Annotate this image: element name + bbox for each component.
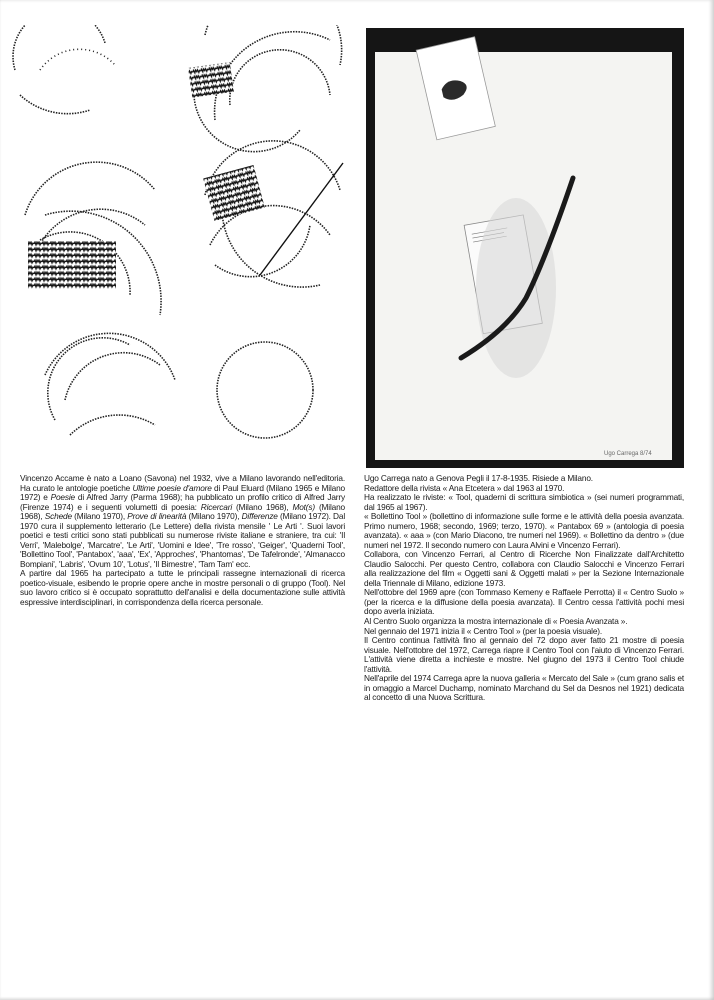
right-paragraph: Al Centro Suolo organizza la mostra internazionale di « Poesia Avanzata ». xyxy=(364,615,628,626)
right-paragraph: Ha realizzato le riviste: « Tool, quaderni di scrittura simbiotica » (sei numeri programmati, dal 1965 al 1967). xyxy=(364,492,684,512)
right-paragraph: Collabora, con Vincenzo Ferrari, al Centro di Ricerche Non Finalizzate dall'Architetto Claudio Salocchi. Per questo Centro, collabora con Claudio Salocchi e Vincenzo Ferrari alla realizzazione del film « Oggetti sani & Oggetti malati » per la Sezione Internazionale della Triennale di Milano, edizione 1973. xyxy=(364,549,684,588)
carrega-biography xyxy=(364,474,684,703)
accame-biography xyxy=(20,474,345,607)
scribble-block xyxy=(28,241,116,289)
right-paragraph: Ugo Carrega nato a Genova Pegli il 17-8-1935. Risiede a Milano. xyxy=(364,473,593,483)
artwork-signature: Ugo Carrega 8/74 xyxy=(604,451,652,457)
right-paragraph: Nel gennaio del 1971 inizia il « Centro Tool » (per la poesia visuale). xyxy=(364,625,603,636)
straight-line xyxy=(260,163,343,275)
accame-visual-poems-artwork xyxy=(10,25,350,455)
scribble-block xyxy=(188,62,234,98)
scribble-block xyxy=(203,165,265,221)
right-paragraph: Nell'aprile del 1974 Carrega apre la nuova galleria « Mercato del Sale » (cum grano salis et in omaggio a Marcel Duchamp, nominato Marchand du Sel da Desnos nel 1921) dedicata al concetto di una Nuova Scrittura. xyxy=(364,673,684,703)
arc-stroke xyxy=(13,25,105,70)
right-paragraph: Redattore della rivista « Ana Etcetera » dal 1963 al 1970. xyxy=(364,482,565,493)
carrega-artwork-photo xyxy=(366,28,684,468)
right-paragraph: Nell'ottobre del 1969 apre (con Tommaso Kemeny e Raffaele Perrotta) il « Centro Suolo » (per la ricerca e la diffusione della poesia avanzata). Il Centro cessa l'attività pochi mesi dopo averla iniziata. xyxy=(364,587,684,617)
right-paragraph: « Bollettino Tool » (bollettino di informazione sulle forme e le attività della poesia avanzata. Primo numero, 1968; secondo, 1969; terzo, 1970). « Pantabox 69 » (antologia di poesia avanzata). « aaa » (con Mario Diacono, tre numeri nel 1969). « Bollettino da dentro » (due numeri nel 1972. Il secondo numero con Laura Alvini e Vincenzo Ferrari). xyxy=(364,511,684,550)
left-paragraph: A partire dal 1965 ha partecipato a tutte le principali rassegne internazionali di ricerca poetico-visuale, esibendo le proprie opere anche in mostre personali o di gruppo (Tool). Nel suo lavoro critico si è occupato soprattutto dell'analisi e della documentazione sulle attività espressive interdisciplinari, in corrispondenza della ricerca personale. xyxy=(20,568,345,607)
left-paragraph: Vincenzo Accame è nato a Loano (Savona) nel 1932, vive a Milano lavorando nell'editoria. Ha curato le antologie poetiche Ultime poesie d'amore di Paul Eluard (Milano 1965 e Milano 1972) e Poesie di Alfred Jarry (Parma 1968); ha pubblicato un profilo critico di Alfred Jarry (Firenze 1974) e i seguenti volumetti di poesia: Ricercari (Milano 1968), Mot(s) (Milano 1968), Schede (Milano 1970), Prove di linearità (Milano 1970), Differenze (Milano 1972). Dal 1970 cura il supplemento letterario (Le Lettere) della rivista mensile ' Le Arti '. Suoi lavori poetici e testi critici sono stati pubblicati su numerose riviste italiane e straniere, tra cui: 'Il Verri', 'Malebolge', 'Marcatre', 'Le Arti', 'Uomini e Idee', 'Tre rosso', 'Geiger', 'Quaderni Tool', 'Bollettino Tool', 'Pantabox', 'aaa', 'Ex', 'Approches', 'Phantomas', 'De Tafelronde', 'Almanacco Bompiani', 'Labris', 'Ovum 10', 'Lotus', 'Il Bimestre', 'Tam Tam' ecc. xyxy=(20,473,346,569)
right-paragraph: Il Centro continua l'attività fino al gennaio del 72 dopo aver fatto 21 mostre di poesia visuale. Nell'ottobre del 1972, Carrega riapre il Centro Tool con l'aiuto di Vincenzo Ferrari. L'attività viene diretta a inchieste e mostre. Nel giugno del 1973 il Centro Tool chiude l'attività. xyxy=(364,635,684,674)
